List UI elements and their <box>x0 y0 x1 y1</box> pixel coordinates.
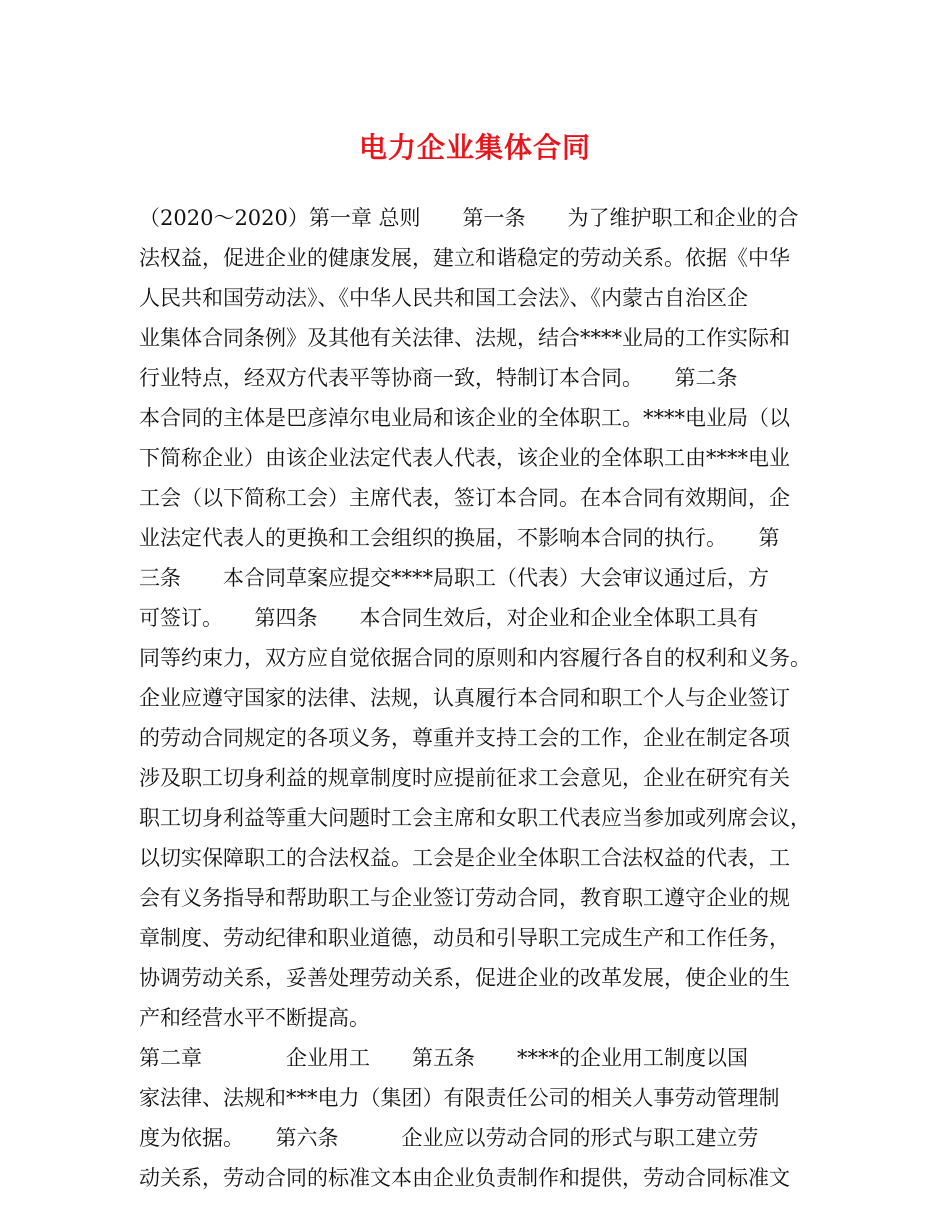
body-line: 工会（以下简称工会）主席代表，签订本合同。在本合同有效期间，企 <box>139 486 790 510</box>
document-body <box>139 198 821 1198</box>
body-line: 法权益，促进企业的健康发展，建立和谐稳定的劳动关系。依据《中华 <box>139 246 790 270</box>
body-line: 第二章 企业用工 第五条 ****的企业用工制度以国 <box>139 1046 748 1070</box>
body-line: 业法定代表人的更换和工会组织的换届，不影响本合同的执行。 第 <box>139 526 780 550</box>
body-line: （2020～2020）第一章 总则 第一条 为了维护职工和企业的合 <box>139 206 799 230</box>
body-line: 章制度、劳动纪律和职业道德，动员和引导职工完成生产和工作任务， <box>139 926 790 950</box>
body-line: 人民共和国劳动法》、《中华人民共和国工会法》、《内蒙古自治区企 <box>139 286 748 310</box>
body-line: 本合同的主体是巴彦淖尔电业局和该企业的全体职工。****电业局（以 <box>139 406 790 430</box>
body-line: 下简称企业）由该企业法定代表人代表，该企业的全体职工由****电业 <box>139 446 790 470</box>
body-line: 业集体合同条例》及其他有关法律、法规，结合****业局的工作实际和 <box>139 326 790 350</box>
body-line: 职工切身利益等重大问题时工会主席和女职工代表应当参加或列席会议， <box>139 806 811 830</box>
body-line: 涉及职工切身利益的规章制度时应提前征求工会意见，企业在研究有关 <box>139 766 790 790</box>
body-line: 以切实保障职工的合法权益。工会是企业全体职工合法权益的代表，工 <box>139 846 790 870</box>
body-line: 三条 本合同草案应提交****局职工（代表）大会审议通过后，方 <box>139 566 769 590</box>
body-line: 同等约束力，双方应自觉依据合同的原则和内容履行各自的权利和义务。 <box>139 646 811 670</box>
body-line: 会有义务指导和帮助职工与企业签订劳动合同，教育职工遵守企业的规 <box>139 886 790 910</box>
document-title: 电力企业集体合同 <box>358 131 591 164</box>
body-line: 度为依据。 第六条 企业应以劳动合同的形式与职工建立劳 <box>139 1126 759 1150</box>
body-line: 家法律、法规和***电力（集团）有限责任公司的相关人事劳动管理制 <box>139 1086 780 1110</box>
body-line: 动关系，劳动合同的标准文本由企业负责制作和提供，劳动合同标准文 <box>139 1166 790 1190</box>
body-line: 可签订。 第四条 本合同生效后，对企业和企业全体职工具有 <box>139 606 759 630</box>
body-line: 协调劳动关系，妥善处理劳动关系，促进企业的改革发展，使企业的生 <box>139 966 790 990</box>
body-line: 产和经营水平不断提高。 <box>139 1006 370 1030</box>
body-line: 企业应遵守国家的法律、法规，认真履行本合同和职工个人与企业签订 <box>139 686 790 710</box>
body-line: 的劳动合同规定的各项义务，尊重并支持工会的工作，企业在制定各项 <box>139 726 790 750</box>
body-line: 行业特点，经双方代表平等协商一致，特制订本合同。 第二条 <box>139 366 738 390</box>
